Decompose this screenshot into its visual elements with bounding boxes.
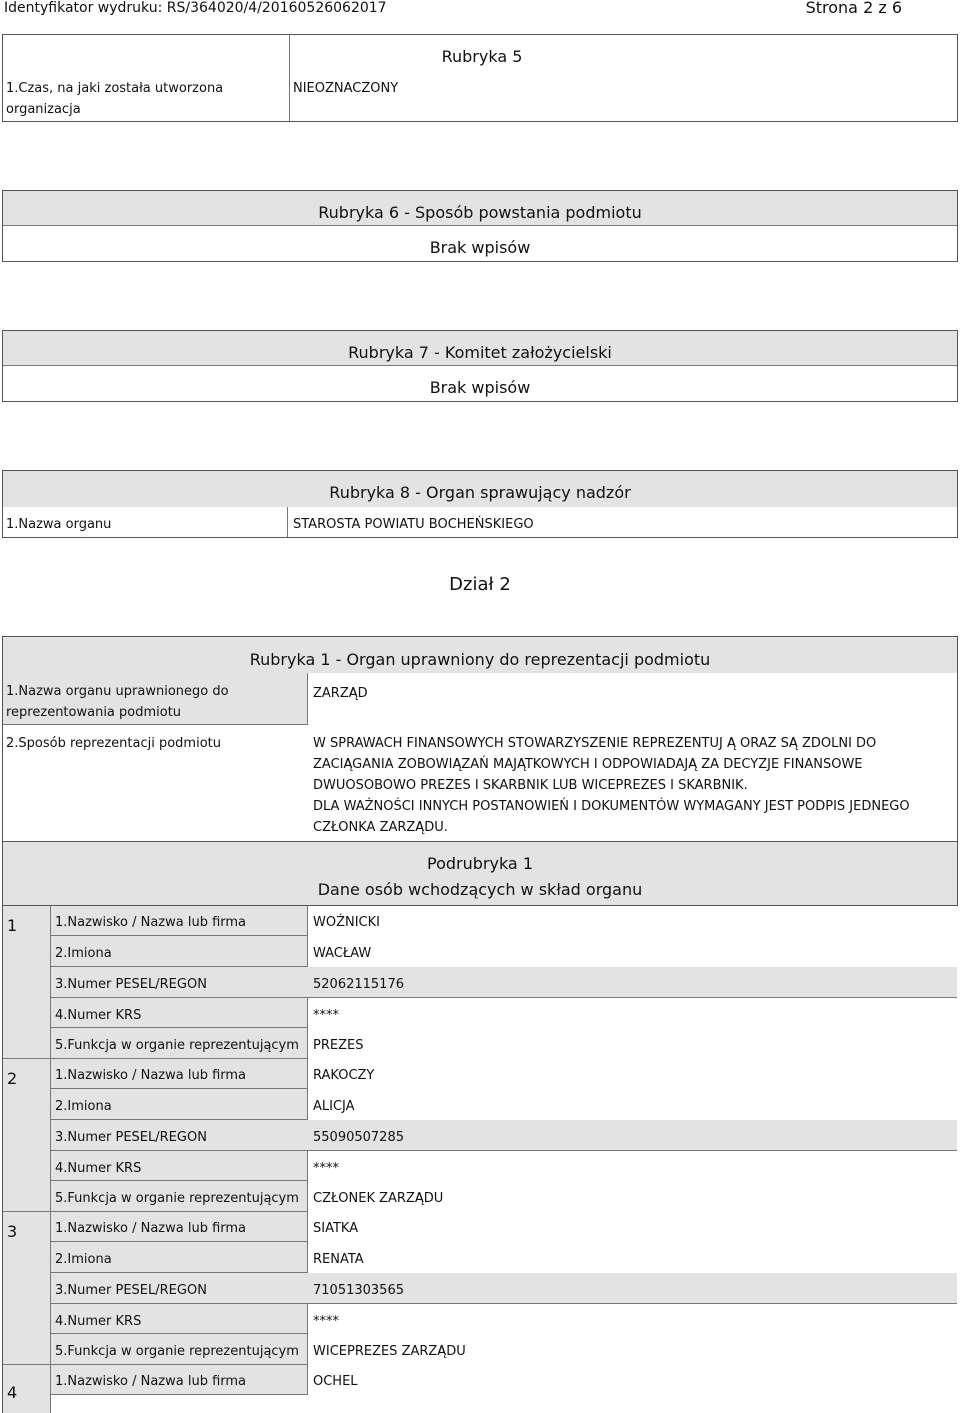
method-line: DWUOSOBOWO PREZES I SKARBNIK LUB WICEPREZES I SKARBNIK. <box>313 778 748 793</box>
surname-label: 1.Nazwisko / Nazwa lub firma <box>55 1068 247 1083</box>
surname-value: RAKOCZY <box>313 1068 375 1083</box>
person-number-cell <box>3 1365 51 1413</box>
pesel-label: 3.Numer PESEL/REGON <box>55 1130 207 1145</box>
function-label: 5.Funkcja w organie reprezentującym <box>55 1038 299 1053</box>
pesel-label: 3.Numer PESEL/REGON <box>55 977 207 992</box>
rubryka-5-value: NIEOZNACZONY <box>293 81 399 96</box>
pesel-value: 55090507285 <box>313 1130 404 1145</box>
krs-label: 4.Numer KRS <box>55 1008 142 1023</box>
pesel-value: 52062115176 <box>313 977 404 992</box>
pesel-label: 3.Numer PESEL/REGON <box>55 1283 207 1298</box>
function-value: PREZES <box>313 1038 364 1053</box>
podrubryka-header <box>2 842 958 906</box>
surname-label: 1.Nazwisko / Nazwa lub firma <box>55 1374 247 1389</box>
function-label: 5.Funkcja w organie reprezentującym <box>55 1191 299 1206</box>
function-label: 5.Funkcja w organie reprezentującym <box>55 1344 299 1359</box>
rubryka-8-title: Rubryka 8 - Organ sprawujący nadzór <box>3 471 957 507</box>
person-number-cell <box>3 1212 51 1365</box>
rubryka-5-box <box>2 34 958 122</box>
dzial2-rubryka-1-title: Rubryka 1 - Organ uprawniony do reprezentacji podmiotu <box>3 637 957 673</box>
surname-value: SIATKA <box>313 1221 359 1236</box>
method-line: ZACIĄGANIA ZOBOWIĄZAŃ MAJĄTKOWYCH I ODPOWIADAJĄ ZA DECYZJE FINANSOWE <box>313 757 863 772</box>
method-line: DLA WAŻNOŚCI INNYCH POSTANOWIEŃ I DOKUMENTÓW WYMAGANY JEST PODPIS JEDNEGO <box>313 799 910 814</box>
section-title: Dział 2 <box>449 574 511 595</box>
organ-name-label: 1.Nazwa organu uprawnionego do reprezentowania podmiotu <box>6 684 229 720</box>
surname-label: 1.Nazwisko / Nazwa lub firma <box>55 915 247 930</box>
person-2 <box>51 1059 957 1212</box>
krs-value: **** <box>313 1314 339 1329</box>
page-number: Strona 2 z 6 <box>805 0 902 17</box>
organ-name-value: ZARZĄD <box>313 686 368 701</box>
person-number: 3 <box>7 1222 18 1241</box>
rubryka-5-title: Rubryka 5 <box>441 47 523 66</box>
krs-value: **** <box>313 1008 339 1023</box>
podrubryka-subtitle: Dane osób wchodzących w skład organu <box>317 880 643 899</box>
person-number: 2 <box>7 1069 18 1088</box>
person-4 <box>51 1365 957 1413</box>
person-number: 1 <box>7 916 18 935</box>
krs-label: 4.Numer KRS <box>55 1314 142 1329</box>
method-line: CZŁONKA ZARZĄDU. <box>313 820 448 835</box>
rubryka-5-label: 1.Czas, na jaki została utworzona organizacja <box>6 81 224 117</box>
surname-value: OCHEL <box>313 1374 358 1389</box>
method-line: W SPRAWACH FINANSOWYCH STOWARZYSZENIE REPREZENTUJ Ą ORAZ SĄ ZDOLNI DO <box>313 736 877 751</box>
rubryka-8-label: 1.Nazwa organu <box>6 517 112 532</box>
print-identifier: Identyfikator wydruku: RS/364020/4/20160526062017 <box>4 0 387 16</box>
person-number: 4 <box>7 1383 18 1402</box>
rubryka-8-box <box>2 470 958 538</box>
krs-label: 4.Numer KRS <box>55 1161 142 1176</box>
person-1 <box>51 906 957 1059</box>
surname-label: 1.Nazwisko / Nazwa lub firma <box>55 1221 247 1236</box>
rubryka-7-box <box>2 330 958 402</box>
surname-value: WOŹNICKI <box>313 915 380 930</box>
podrubryka-title: Podrubryka 1 <box>427 854 533 873</box>
person-3 <box>51 1212 957 1365</box>
rubryka-7-title: Rubryka 7 - Komitet założycielski <box>3 331 957 366</box>
names-value: ALICJA <box>313 1099 355 1114</box>
names-label: 2.Imiona <box>55 946 112 961</box>
names-label: 2.Imiona <box>55 1099 112 1114</box>
representation-method-label: 2.Sposób reprezentacji podmiotu <box>6 736 221 751</box>
rubryka-7-empty: Brak wpisów <box>429 378 531 397</box>
dzial2-rubryka-1-box <box>2 636 958 842</box>
rubryka-6-box <box>2 190 958 262</box>
names-value: RENATA <box>313 1252 364 1267</box>
function-value: CZŁONEK ZARZĄDU <box>313 1191 444 1206</box>
rubryka-8-value: STAROSTA POWIATU BOCHEŃSKIEGO <box>293 517 534 532</box>
pesel-value: 71051303565 <box>313 1283 404 1298</box>
representation-method-value <box>313 733 953 838</box>
names-value: WACŁAW <box>313 946 372 961</box>
function-value: WICEPREZES ZARZĄDU <box>313 1344 466 1359</box>
names-label: 2.Imiona <box>55 1252 112 1267</box>
krs-value: **** <box>313 1161 339 1176</box>
person-number-cell <box>3 906 51 1059</box>
person-number-cell <box>3 1059 51 1212</box>
rubryka-6-empty: Brak wpisów <box>429 238 531 257</box>
persons-table <box>2 906 958 1413</box>
rubryka-6-title: Rubryka 6 - Sposób powstania podmiotu <box>3 191 957 226</box>
